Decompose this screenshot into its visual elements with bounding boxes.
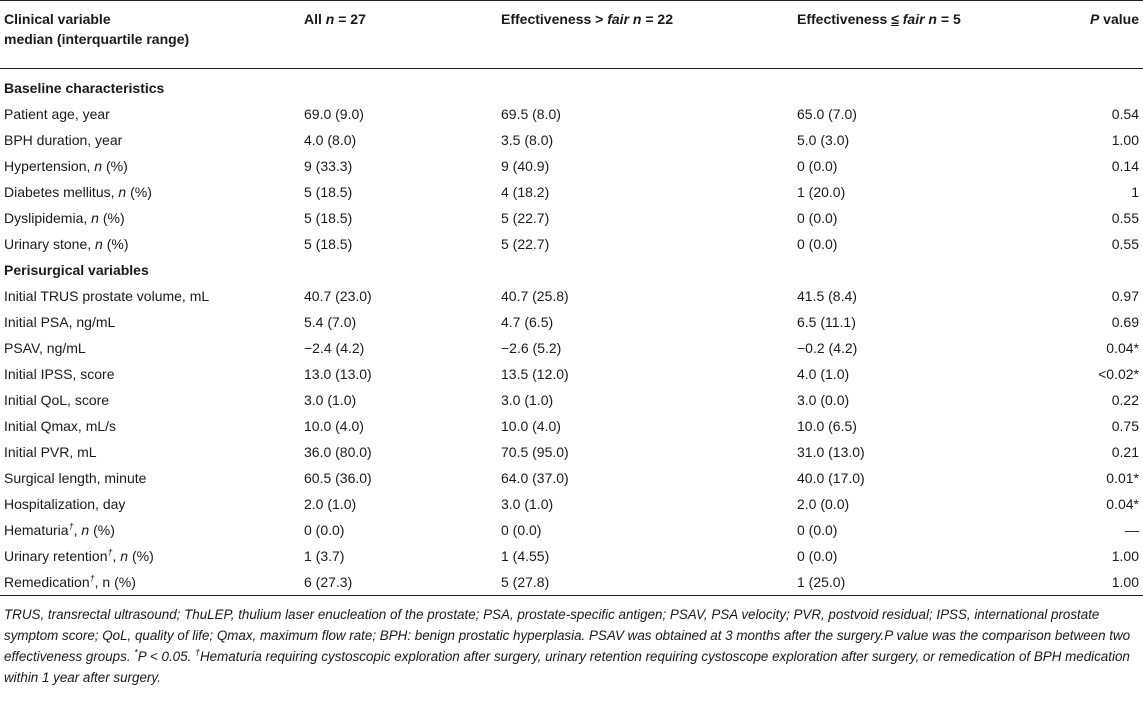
row-label: Diabetes mellitus, n (%) <box>4 184 152 200</box>
cell-effectiveness-le-fair: 1 (25.0) <box>793 569 1046 596</box>
cell-effectiveness-le-fair: 0 (0.0) <box>797 548 838 564</box>
cell-effectiveness-le-fair: 40.0 (17.0) <box>797 470 865 486</box>
cell-all: 3.0 (1.0) <box>304 392 357 408</box>
cell-effectiveness-le-fair: 65.0 (7.0) <box>797 106 857 122</box>
section-header-row <box>0 69 1143 102</box>
table-header <box>0 1 1143 69</box>
cell-p-value: 0.55 <box>1111 210 1139 226</box>
table-row <box>0 179 1143 205</box>
cell-effectiveness-le-fair: 31.0 (13.0) <box>797 444 865 460</box>
cell-effectiveness-gt-fair: 5 (22.7) <box>501 236 550 252</box>
table-row <box>0 361 1143 387</box>
header-effectiveness-gt-fair: Effectiveness > fair n = 22 <box>497 1 793 69</box>
cell-effectiveness-le-fair: 5.0 (3.0) <box>797 132 850 148</box>
section-header-row <box>0 257 1143 283</box>
table-row <box>0 543 1143 569</box>
cell-effectiveness-le-fair: −0.2 (4.2) <box>797 340 858 356</box>
cell-all: −2.4 (4.2) <box>304 340 365 356</box>
row-label: Patient age, year <box>4 106 110 122</box>
table-row <box>0 569 1143 596</box>
cell-all: 36.0 (80.0) <box>304 444 372 460</box>
header-p-value: P value <box>1046 1 1143 69</box>
cell-effectiveness-le-fair: 6.5 (11.1) <box>797 314 856 330</box>
row-label: Initial TRUS prostate volume, mL <box>4 288 210 304</box>
cell-effectiveness-gt-fair: 1 (4.55) <box>501 548 550 564</box>
cell-effectiveness-gt-fair: 4 (18.2) <box>501 184 550 200</box>
row-label: Urinary retention†, n (%) <box>4 547 154 564</box>
cell-effectiveness-le-fair: 10.0 (6.5) <box>797 418 857 434</box>
cell-effectiveness-le-fair: 41.5 (8.4) <box>797 288 857 304</box>
cell-effectiveness-gt-fair: 13.5 (12.0) <box>501 366 569 382</box>
table-body <box>0 69 1143 596</box>
cell-all: 4.0 (8.0) <box>304 132 357 148</box>
cell-p-value: 0.04* <box>1106 340 1139 356</box>
cell-effectiveness-le-fair: 0 (0.0) <box>797 236 838 252</box>
row-label: Initial PVR, mL <box>4 444 97 460</box>
table-row <box>0 465 1143 491</box>
cell-p-value: 0.55 <box>1111 236 1139 252</box>
table-row <box>0 153 1143 179</box>
table-row <box>0 127 1143 153</box>
row-label: Initial PSA, ng/mL <box>4 314 116 330</box>
row-label: Remedication†, n (%) <box>0 569 300 596</box>
row-label: BPH duration, year <box>4 132 123 148</box>
cell-p-value: 0.97 <box>1111 288 1139 304</box>
cell-effectiveness-gt-fair: 3.0 (1.0) <box>501 392 554 408</box>
cell-all: 60.5 (36.0) <box>304 470 372 486</box>
cell-effectiveness-le-fair: 1 (20.0) <box>797 184 846 200</box>
cell-all: 10.0 (4.0) <box>304 418 364 434</box>
cell-p-value: 0.22 <box>1111 392 1139 408</box>
row-label: Hospitalization, day <box>4 496 126 512</box>
row-label: Dyslipidemia, n (%) <box>4 210 125 226</box>
table-row <box>0 231 1143 257</box>
cell-p-value: 0.14 <box>1111 158 1139 174</box>
row-label: Surgical length, minute <box>4 470 147 486</box>
table-row <box>0 101 1143 127</box>
cell-all: 5 (18.5) <box>304 236 353 252</box>
cell-p-value: 0.04* <box>1106 496 1139 512</box>
cell-all: 5 (18.5) <box>304 210 353 226</box>
cell-effectiveness-gt-fair: 9 (40.9) <box>501 158 550 174</box>
cell-effectiveness-le-fair: 4.0 (1.0) <box>797 366 850 382</box>
cell-effectiveness-gt-fair: 0 (0.0) <box>501 522 542 538</box>
table-row <box>0 413 1143 439</box>
cell-effectiveness-le-fair: 0 (0.0) <box>797 522 838 538</box>
cell-effectiveness-gt-fair: 3.5 (8.0) <box>501 132 554 148</box>
section-title: Perisurgical variables <box>4 262 149 278</box>
section-title: Baseline characteristics <box>4 80 165 96</box>
cell-effectiveness-le-fair: 3.0 (0.0) <box>797 392 850 408</box>
cell-p-value: 1 <box>1131 184 1139 200</box>
cell-effectiveness-gt-fair: 64.0 (37.0) <box>501 470 569 486</box>
cell-p-value: <0.02* <box>1098 366 1139 382</box>
cell-all: 1 (3.7) <box>304 548 345 564</box>
cell-effectiveness-le-fair: 0 (0.0) <box>797 158 838 174</box>
cell-all: 6 (27.3) <box>300 569 497 596</box>
table-row <box>0 205 1143 231</box>
table-row <box>0 309 1143 335</box>
cell-effectiveness-gt-fair: −2.6 (5.2) <box>501 340 562 356</box>
table-row <box>0 335 1143 361</box>
cell-all: 40.7 (23.0) <box>304 288 372 304</box>
cell-p-value: 0.69 <box>1111 314 1139 330</box>
cell-all: 5 (18.5) <box>304 184 353 200</box>
cell-p-value: 0.01* <box>1106 470 1139 486</box>
cell-effectiveness-le-fair: 2.0 (0.0) <box>797 496 850 512</box>
row-label: Initial Qmax, mL/s <box>4 418 117 434</box>
cell-p-value: 0.21 <box>1111 444 1139 460</box>
header-all: All n = 27 <box>300 1 497 69</box>
table-footnote: TRUS, transrectal ultrasound; ThuLEP, thulium laser enucleation of the prostate; PSA, prostate-specific antigen; PSAV, PSA velocity; PVR, postvoid residual; IPSS, international prostate symptom score; QoL, quality of life; Qmax, maximum flow rate; BPH: benign prostatic hyperplasia. PSAV was obtained at 3 months after the surgery.P value was the comparison between two effectiveness groups. *P < 0.05. †Hematuria requiring cystoscopic exploration after surgery, urinary retention requiring cystoscope exploration after surgery, or remedication of BPH medication within 1 year after surgery. <box>4 607 1131 685</box>
cell-p-value: 1.00 <box>1111 132 1139 148</box>
cell-effectiveness-gt-fair: 40.7 (25.8) <box>501 288 569 304</box>
table-row <box>0 387 1143 413</box>
table-row <box>0 517 1143 543</box>
row-label: Initial IPSS, score <box>4 366 115 382</box>
cell-p-value: 1.00 <box>1046 569 1143 596</box>
row-label: PSAV, ng/mL <box>4 340 86 356</box>
table-row <box>0 439 1143 465</box>
cell-all: 0 (0.0) <box>304 522 345 538</box>
header-clinical-variable: Clinical variable median (interquartile range) <box>0 1 300 69</box>
cell-effectiveness-gt-fair: 5 (22.7) <box>501 210 550 226</box>
cell-all: 13.0 (13.0) <box>304 366 372 382</box>
cell-all: 2.0 (1.0) <box>304 496 357 512</box>
table-row <box>0 283 1143 309</box>
row-label: Initial QoL, score <box>4 392 110 408</box>
cell-effectiveness-gt-fair: 3.0 (1.0) <box>501 496 554 512</box>
cell-effectiveness-le-fair: 0 (0.0) <box>797 210 838 226</box>
cell-p-value: — <box>1125 522 1139 538</box>
row-label: Hypertension, n (%) <box>4 158 128 174</box>
cell-p-value: 0.75 <box>1111 418 1139 434</box>
cell-effectiveness-gt-fair: 70.5 (95.0) <box>501 444 569 460</box>
cell-all: 69.0 (9.0) <box>304 106 364 122</box>
header-effectiveness-le-fair: Effectiveness ≤ fair n = 5 <box>793 1 1046 69</box>
cell-p-value: 0.54 <box>1111 106 1139 122</box>
row-label: Hematuria†, n (%) <box>4 521 115 538</box>
cell-p-value: 1.00 <box>1111 548 1139 564</box>
cell-all: 5.4 (7.0) <box>304 314 357 330</box>
cell-effectiveness-gt-fair: 69.5 (8.0) <box>501 106 561 122</box>
cell-effectiveness-gt-fair: 4.7 (6.5) <box>501 314 554 330</box>
cell-effectiveness-gt-fair: 5 (27.8) <box>497 569 793 596</box>
row-label: Urinary stone, n (%) <box>4 236 129 252</box>
cell-effectiveness-gt-fair: 10.0 (4.0) <box>501 418 561 434</box>
table-row <box>0 491 1143 517</box>
cell-all: 9 (33.3) <box>304 158 353 174</box>
